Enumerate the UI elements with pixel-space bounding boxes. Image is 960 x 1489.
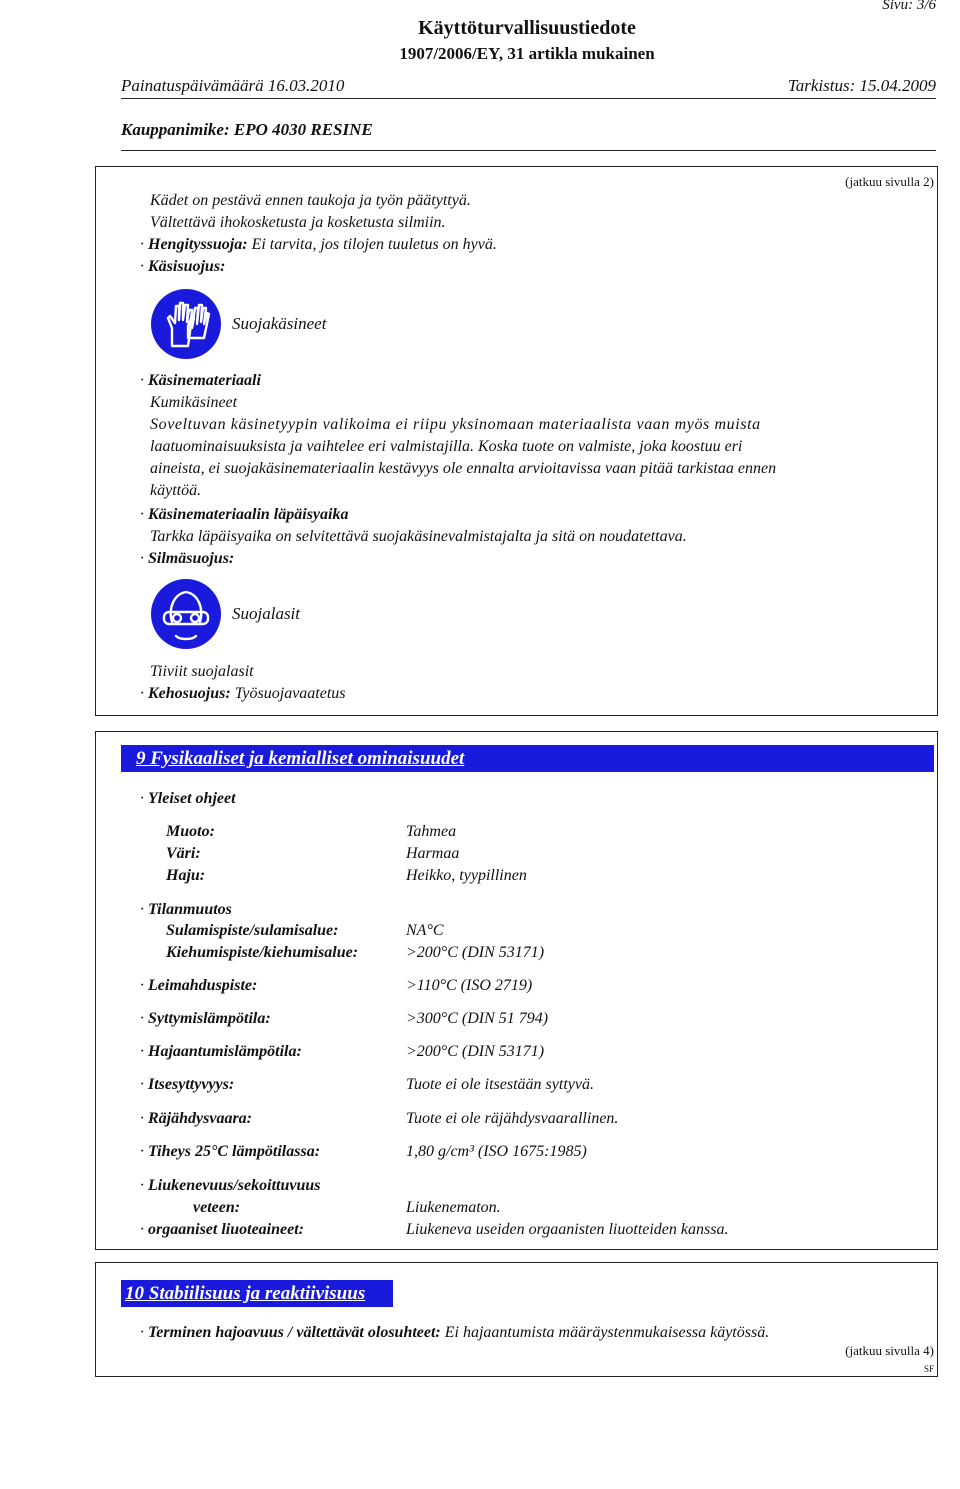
trade-name: Kauppanimike: EPO 4030 RESINE xyxy=(121,120,373,139)
ignition-temp: · Syttymislämpötila: xyxy=(140,1010,271,1027)
boiling-label: Kiehumispiste/kiehumisalue: xyxy=(166,944,359,961)
flash-point-value: >110°C (ISO 2719) xyxy=(406,977,533,994)
hygiene-line-2: Vältettävä ihokosketusta ja kosketusta silmiin. xyxy=(150,214,446,231)
decomposition-temp-value: >200°C (DIN 53171) xyxy=(406,1043,545,1060)
flash-point-label: Leimahduspiste: xyxy=(148,977,258,994)
solubility: · Liukenevuus/sekoittuvuus xyxy=(140,1177,321,1194)
explosion-hazard-value: Tuote ei ole räjähdysvaarallinen. xyxy=(406,1110,619,1127)
eye-protection: · Silmäsuojus: xyxy=(140,550,235,567)
decomposition-temp: · Hajaantumislämpötila: xyxy=(140,1043,302,1060)
flash-point: · Leimahduspiste: xyxy=(140,977,258,994)
permeation: · Käsinemateriaalin läpäisyaika xyxy=(140,506,349,523)
boiling-value: >200°C (DIN 53171) xyxy=(406,944,545,961)
melting-label: Sulamispiste/sulamisalue: xyxy=(166,922,339,939)
document-subtitle: 1907/2006/EY, 31 artikla mukainen xyxy=(399,44,655,63)
header-rule xyxy=(121,98,936,99)
document-title: Käyttöturvallisuustiedote xyxy=(418,17,636,39)
ignition-temp-label: Syttymislämpötila: xyxy=(148,1010,271,1027)
goggles-caption: Suojalasit xyxy=(232,604,301,623)
glove-material-value: Kumikäsineet xyxy=(150,394,238,411)
page-number: Sivu: 3/6 xyxy=(882,0,936,13)
density: · Tiheys 25°C lämpötilassa: xyxy=(140,1143,321,1160)
trade-name-rule xyxy=(121,150,936,151)
eye-protection-label: Silmäsuojus: xyxy=(148,550,235,567)
density-label: Tiheys 25°C lämpötilassa: xyxy=(148,1143,321,1160)
goggles-icon xyxy=(150,578,222,650)
state-change: · Tilanmuutos xyxy=(140,901,232,918)
respiratory-protection: · Hengityssuoja: Ei tarvita, jos tilojen tuuletus on hyvä. xyxy=(140,236,497,253)
continued-note: (jatkuu sivulla 2) xyxy=(845,174,934,189)
gloves-icon xyxy=(150,288,222,360)
color-value: Harmaa xyxy=(406,845,460,862)
self-ignition-label: Itsesyttyvyys: xyxy=(148,1076,235,1093)
thermal-decomposition: · Terminen hajoavuus / vältettävät olosuhteet: Ei hajaantumista määräystenmukaisessa käytössä. xyxy=(140,1324,770,1341)
hygiene-line-1: Kädet on pestävä ennen taukoja ja työn päätyttyä. xyxy=(150,192,471,209)
gloves-caption: Suojakäsineet xyxy=(232,314,327,333)
ignition-temp-value: >300°C (DIN 51 794) xyxy=(406,1010,549,1027)
explosion-hazard-label: Räjähdysvaara: xyxy=(148,1110,252,1127)
water-value: Liukenematon. xyxy=(406,1199,501,1216)
self-ignition-value: Tuote ei ole itsestään syttyvä. xyxy=(406,1076,594,1093)
body-protection-label: Kehosuojus: xyxy=(148,685,231,702)
hand-protection: · Käsisuojus: xyxy=(140,258,226,275)
color-label: Väri: xyxy=(166,845,201,862)
thermal-decomposition-label: Terminen hajoavuus / vältettävät olosuhteet: xyxy=(148,1324,441,1341)
self-ignition: · Itsesyttyvyys: xyxy=(140,1076,235,1093)
odor-value: Heikko, tyypillinen xyxy=(406,867,527,884)
print-date: Painatuspäivämäärä 16.03.2010 xyxy=(121,76,345,95)
state-change-label: Tilanmuutos xyxy=(148,901,232,918)
form-label: Muoto: xyxy=(166,823,215,840)
continued-note-bottom: (jatkuu sivulla 4) xyxy=(845,1343,934,1358)
material-text-1: Soveltuvan käsinetyypin valikoima ei riipu yksinomaan materiaalista vaan myös muista xyxy=(150,416,761,433)
density-value: 1,80 g/cm³ (ISO 1675:1985) xyxy=(406,1143,587,1160)
odor-label: Haju: xyxy=(166,867,206,884)
thermal-decomposition-value: Ei hajaantumista määräystenmukaisessa käytössä. xyxy=(444,1324,770,1341)
form-value: Tahmea xyxy=(406,823,457,840)
language-code: SF xyxy=(923,1364,934,1374)
decomposition-temp-label: Hajaantumislämpötila: xyxy=(148,1043,302,1060)
explosion-hazard: · Räjähdysvaara: xyxy=(140,1110,252,1127)
permeation-label: Käsinemateriaalin läpäisyaika xyxy=(148,506,349,523)
water-label: veteen: xyxy=(193,1199,241,1216)
melting-value: NA°C xyxy=(406,922,444,939)
general-info: · Yleiset ohjeet xyxy=(140,790,236,807)
hand-protection-label: Käsisuojus: xyxy=(148,258,226,275)
body-protection-value: Työsuojavaatetus xyxy=(234,685,346,702)
glove-material: · Käsinemateriaali xyxy=(140,372,261,389)
respiratory-label: Hengityssuoja: xyxy=(148,236,248,253)
material-text-2: laatuominaisuuksista ja vaihtelee eri valmistajilla. Koska tuote on valmiste, joka koostuu eri xyxy=(150,438,743,455)
material-text-4: käyttöä. xyxy=(150,482,202,499)
respiratory-value: Ei tarvita, jos tilojen tuuletus on hyvä. xyxy=(251,236,497,253)
general-info-label: Yleiset ohjeet xyxy=(148,790,236,807)
goggles-value: Tiiviit suojalasit xyxy=(150,663,254,680)
solubility-label: Liukenevuus/sekoittuvuus xyxy=(148,1177,321,1194)
organic-solvents-value: Liukeneva useiden orgaanisten liuotteiden kanssa. xyxy=(406,1221,729,1238)
revision-date: Tarkistus: 15.04.2009 xyxy=(787,76,936,95)
section-10-title: 10 Stabiilisuus ja reaktiivisuus xyxy=(121,1280,393,1307)
material-text-3: aineista, ei suojakäsinemateriaalin kestävyys ole ennalta arvioitavissa vaan pitää tarkistaa ennen xyxy=(150,460,777,477)
organic-solvents: · orgaaniset liuoteaineet: xyxy=(140,1221,304,1238)
body-protection: · Kehosuojus: Työsuojavaatetus xyxy=(140,685,346,702)
section-9-title: 9 Fysikaaliset ja kemialliset ominaisuudet xyxy=(121,745,934,772)
permeation-text: Tarkka läpäisyaika on selvitettävä suojakäsinevalmistajalta ja sitä on noudatettava. xyxy=(150,528,687,545)
organic-solvents-label: orgaaniset liuoteaineet: xyxy=(148,1221,304,1238)
glove-material-label: Käsinemateriaali xyxy=(148,372,261,389)
